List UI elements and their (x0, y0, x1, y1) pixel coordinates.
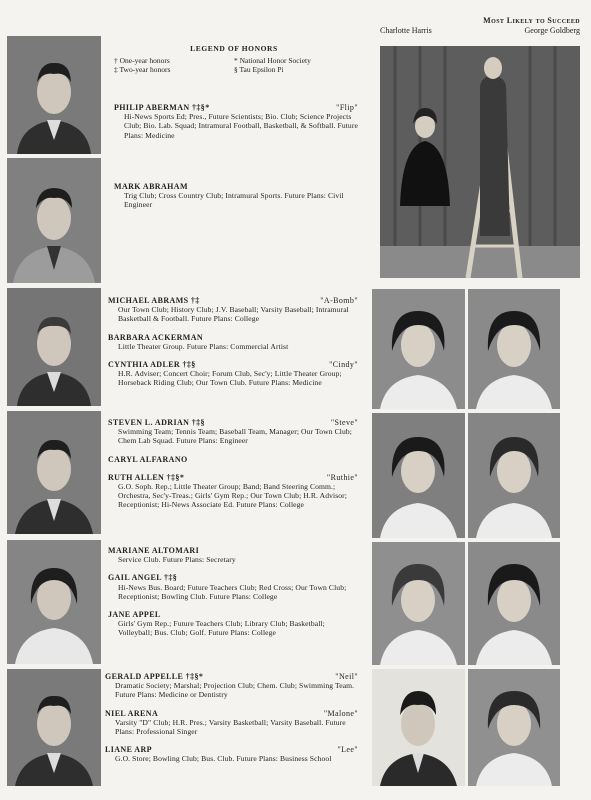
entry (108, 360, 358, 388)
entry-name: MARK ABRAHAM (114, 182, 188, 191)
entry-nickname: "Lee" (337, 745, 358, 755)
legend-item: § Tau Epsilon Pi (234, 65, 284, 74)
entry-description: Our Town Club; History Club; J.V. Baseball; Varsity Baseball; Intramural Basketball & Football. Future Plans: College (118, 305, 349, 324)
entry-name: GAIL ANGEL †‡§ (108, 573, 178, 583)
portrait-photo (372, 289, 465, 409)
entry-block-1 (114, 103, 358, 149)
portrait-photo (7, 158, 101, 283)
legend-item: ‡ Two-year honors (114, 65, 171, 74)
most-likely-caption (380, 16, 580, 36)
portrait-photo (7, 669, 101, 786)
legend-item: † One-year honors (114, 56, 170, 65)
entry-nickname: "Cindy" (329, 360, 358, 370)
entry-description: Hi-News Sports Ed; Pres., Future Scientists; Bio. Club; Science Projects Club; Bio. Lab. Squad; Intramural Football, Basketball, & Softball. Future Plans: Medicine (124, 112, 358, 140)
stage-ladder-photo-icon (380, 46, 580, 278)
portrait-photo (468, 413, 560, 538)
entry-description: G.O. Soph. Rep.; Little Theater Group; Band; Band Steering Comm.; Orchestra, Sec'y-Treas.; Girls' Gym Rep.; Our Town Club; H.R. Advisor; Receptionist; Hi-News Associate Ed. Future Plans: College (118, 482, 347, 510)
entry-block-3 (108, 296, 358, 397)
entry-block-6 (105, 672, 358, 773)
portrait-photo (372, 542, 465, 665)
entry-description: Service Club. Future Plans: Secretary (118, 555, 236, 565)
portrait-photo (468, 669, 560, 786)
portrait-silhouette-icon (372, 542, 465, 665)
entry-name: JANE APPEL (108, 610, 161, 620)
legend-row (114, 56, 354, 65)
most-likely-photo (380, 46, 580, 278)
entry-name: NIEL ARENA (105, 708, 159, 718)
entry-description: Girls' Gym Rep.; Future Teachers Club; Library Club; Basketball; Volleyball; Bus. Club; Golf. Future Plans: College (118, 619, 325, 638)
entry-name: BARBARA ACKERMAN (108, 332, 204, 342)
portrait-photo (7, 288, 101, 406)
entry-nickname: "Malone" (323, 708, 358, 718)
portrait-silhouette-icon (7, 288, 101, 406)
entry-name: RUTH ALLEN †‡§* (108, 472, 185, 482)
entry-nickname: "Flip" (336, 103, 358, 112)
entry-description: H.R. Adviser; Concert Choir; Forum Club, Sec'y; Little Theater Group; Horseback Riding Club; Our Town Club. Future Plans: Medicine (118, 369, 342, 388)
most-likely-title: Most Likely to Succeed (483, 16, 580, 25)
entry-name: GERALD APPELLE †‡§* (105, 672, 204, 681)
entry-nickname: "Ruthie" (326, 472, 358, 482)
entry-name: MICHAEL ABRAMS †‡ (108, 296, 200, 305)
legend-of-honors (114, 44, 354, 74)
entry-name: LIANE ARP (105, 745, 152, 755)
entry (108, 546, 358, 564)
entry-name: CARYL ALFARANO (108, 454, 188, 464)
most-likely-left-name: Charlotte Harris (380, 26, 432, 35)
entry (114, 103, 358, 140)
portrait-silhouette-icon (372, 413, 465, 538)
portrait-photo (7, 540, 101, 664)
legend-title: LEGEND OF HONORS (190, 44, 278, 53)
portrait-silhouette-icon (372, 289, 465, 409)
entry-nickname: "Neil" (335, 672, 358, 681)
most-likely-names (380, 26, 580, 36)
entry-nickname: "A-Bomb" (320, 296, 358, 305)
portrait-photo (7, 36, 101, 154)
entry (108, 610, 358, 638)
entry (108, 473, 358, 510)
portrait-silhouette-icon (468, 413, 560, 538)
portrait-silhouette-icon (7, 669, 101, 786)
entry-description: Dramatic Society; Marshal; Projection Club; Chem. Club; Swimming Team. Future Plans: Medicine or Dentistry (115, 681, 355, 700)
entry-description: Varsity "D" Club; H.R. Pres.; Varsity Basketball; Varsity Baseball. Future Plans: Professional Singer (115, 717, 346, 737)
entry-description: Swimming Team; Tennis Team; Baseball Team, Manager; Our Town Club; Chem Lab Squad. Future Plans: Engineer (118, 427, 352, 446)
portrait-photo (468, 542, 560, 665)
entry-name: PHILIP ABERMAN †‡§* (114, 103, 210, 112)
entry-description: Hi-News Bus. Board; Future Teachers Club; Red Cross; Our Town Club; Receptionist; Bowling Club. Future Plans: College (118, 582, 347, 601)
entry-block-2 (114, 182, 358, 219)
portrait-photo (372, 413, 465, 538)
entry-name: MARIANE ALTOMARI (108, 546, 200, 555)
entry (108, 455, 358, 464)
most-likely-right-name: George Goldberg (524, 26, 580, 35)
portrait-silhouette-icon (468, 289, 560, 409)
entry (108, 296, 358, 324)
portrait-silhouette-icon (7, 411, 101, 534)
entry (114, 182, 358, 210)
entry (105, 672, 358, 700)
entry (108, 418, 358, 446)
entry (105, 745, 358, 763)
portrait-photo (468, 289, 560, 409)
entry (105, 709, 358, 737)
entry-description: Little Theater Group. Future Plans: Commercial Artist (118, 341, 289, 351)
legend-row (114, 65, 354, 74)
entry (108, 333, 358, 351)
entry-block-4 (108, 418, 358, 519)
portrait-silhouette-icon (372, 669, 465, 786)
portrait-photo (372, 669, 465, 786)
portrait-silhouette-icon (7, 36, 101, 154)
entry (108, 573, 358, 601)
entry-name: STEVEN L. ADRIAN †‡§ (108, 418, 205, 427)
portrait-silhouette-icon (468, 542, 560, 665)
entry-description: G.O. Store; Bowling Club; Bus. Club. Future Plans: Business School (115, 754, 332, 764)
portrait-silhouette-icon (7, 540, 101, 664)
entry-block-5 (108, 546, 358, 647)
portrait-photo (7, 411, 101, 534)
entry-nickname: "Steve" (330, 418, 358, 427)
portrait-silhouette-icon (7, 158, 101, 283)
entry-description: Trig Club; Cross Country Club; Intramural Sports. Future Plans: Civil Engineer (124, 191, 344, 210)
entry-name: CYNTHIA ADLER †‡§ (108, 360, 196, 370)
portrait-silhouette-icon (468, 669, 560, 786)
legend-item: * National Honor Society (234, 56, 311, 65)
